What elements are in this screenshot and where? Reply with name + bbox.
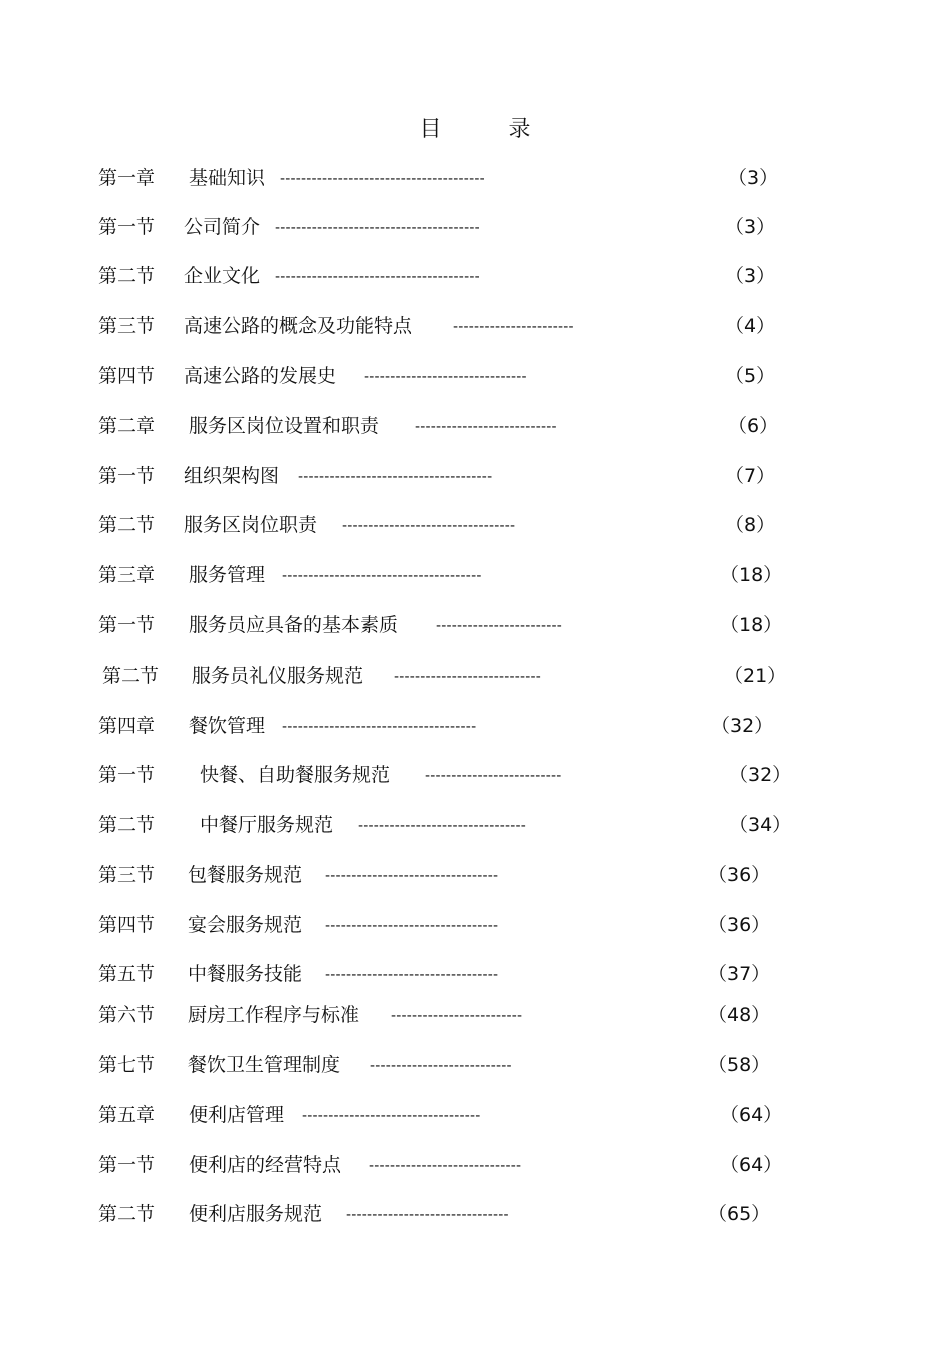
toc-entry-page: （32） xyxy=(729,764,792,786)
toc-entry-title: 中餐厅服务规范 xyxy=(200,814,334,836)
toc-entry-number: 第三节 xyxy=(98,864,156,886)
toc-entry xyxy=(0,761,950,789)
toc-entry-leader: ------------------------------------- xyxy=(282,719,477,735)
toc-entry-page: （36） xyxy=(708,914,771,936)
toc-entry xyxy=(0,712,950,740)
toc-entry-number: 第一节 xyxy=(98,764,156,786)
toc-entry xyxy=(0,861,950,889)
toc-entry-leader: --------------------------------------- xyxy=(275,220,480,236)
toc-entry-title: 基础知识 xyxy=(189,167,266,189)
toc-entry-page: （6） xyxy=(728,415,779,437)
toc-entry xyxy=(0,911,950,939)
toc-entry-page: （64） xyxy=(720,1154,783,1176)
toc-entry-number: 第四节 xyxy=(98,914,156,936)
toc-entry-title: 服务管理 xyxy=(189,564,266,586)
toc-entry xyxy=(0,511,950,539)
toc-entry-title: 宴会服务规范 xyxy=(188,914,303,936)
toc-entry-leader: ----------------------- xyxy=(453,319,574,335)
toc-entry-page: （3） xyxy=(725,216,776,238)
toc-entry-number: 第二章 xyxy=(98,415,156,437)
toc-entry-page: （58） xyxy=(708,1054,771,1076)
toc-entry xyxy=(0,1101,950,1129)
toc-entry xyxy=(0,1001,950,1029)
toc-entry-leader: --------------------------------- xyxy=(325,918,499,934)
toc-entry-number: 第一节 xyxy=(98,465,156,487)
toc-entry xyxy=(0,262,950,290)
toc-entry-leader: -------------------------------- xyxy=(358,818,527,834)
toc-entry-page: （3） xyxy=(728,167,779,189)
toc-entry-page: （34） xyxy=(729,814,792,836)
toc-entry-number: 第四章 xyxy=(98,715,156,737)
toc-entry xyxy=(0,1151,950,1179)
toc-entry-leader: ----------------------------- xyxy=(369,1158,522,1174)
toc-entry-title: 公司简介 xyxy=(184,216,261,238)
toc-entry-number: 第二节 xyxy=(102,665,160,687)
toc-entry-number: 第五章 xyxy=(98,1104,156,1126)
toc-entry-leader: -------------------------------------- xyxy=(282,568,482,584)
toc-entry xyxy=(0,1051,950,1079)
toc-entry-title: 高速公路的概念及功能特点 xyxy=(184,315,413,337)
toc-entry xyxy=(0,611,950,639)
toc-title: 目 录 xyxy=(419,117,561,142)
toc-entry-page: （5） xyxy=(725,365,776,387)
toc-entry-leader: ------------------------------- xyxy=(346,1207,509,1223)
toc-entry xyxy=(0,362,950,390)
toc-entry-number: 第七节 xyxy=(98,1054,156,1076)
toc-entry xyxy=(0,164,950,192)
toc-entry-page: （18） xyxy=(720,614,783,636)
toc-entry-title: 餐饮卫生管理制度 xyxy=(188,1054,341,1076)
toc-entry-title: 包餐服务规范 xyxy=(188,864,303,886)
toc-entry-leader: -------------------------- xyxy=(425,768,562,784)
toc-entry-number: 第一节 xyxy=(98,216,156,238)
toc-entry-page: （48） xyxy=(708,1004,771,1026)
toc-entry-leader: --------------------------------------- xyxy=(280,171,485,187)
toc-entry-number: 第一章 xyxy=(98,167,156,189)
toc-entry-title: 服务员礼仪服务规范 xyxy=(192,665,364,687)
toc-entry-title: 餐饮管理 xyxy=(189,715,266,737)
toc-entry-number: 第六节 xyxy=(98,1004,156,1026)
toc-entry-leader: ------------------------ xyxy=(436,618,563,634)
toc-entry-title: 企业文化 xyxy=(184,265,261,287)
toc-entry-leader: --------------------------- xyxy=(415,419,557,435)
toc-entry-title: 中餐服务技能 xyxy=(188,963,303,985)
toc-entry-title: 便利店服务规范 xyxy=(189,1203,323,1225)
toc-entry-page: （4） xyxy=(725,315,776,337)
toc-entry-title: 服务区岗位设置和职责 xyxy=(189,415,380,437)
toc-entry-number: 第一节 xyxy=(98,614,156,636)
toc-entry-page: （32） xyxy=(711,715,774,737)
toc-entry-number: 第三章 xyxy=(98,564,156,586)
toc-entry-number: 第二节 xyxy=(98,265,156,287)
toc-entry xyxy=(0,312,950,340)
toc-entry xyxy=(0,662,950,690)
toc-entry-leader: ------------------------------------- xyxy=(298,469,493,485)
toc-entry-title: 便利店的经营特点 xyxy=(189,1154,342,1176)
toc-entry-page: （7） xyxy=(725,465,776,487)
toc-entry xyxy=(0,412,950,440)
toc-entry-number: 第二节 xyxy=(98,514,156,536)
toc-entry-number: 第二节 xyxy=(98,814,156,836)
toc-entry-leader: ---------------------------------- xyxy=(302,1108,481,1124)
toc-entry-number: 第五节 xyxy=(98,963,156,985)
toc-entry-page: （37） xyxy=(708,963,771,985)
toc-entry-leader: --------------------------- xyxy=(370,1058,512,1074)
toc-entry-title: 服务区岗位职责 xyxy=(184,514,318,536)
toc-entry-leader: ------------------------------- xyxy=(364,369,527,385)
toc-entry xyxy=(0,811,950,839)
toc-entry-title: 高速公路的发展史 xyxy=(184,365,337,387)
toc-entry-page: （21） xyxy=(724,665,787,687)
toc-entry-page: （18） xyxy=(720,564,783,586)
toc-entry-page: （65） xyxy=(708,1203,771,1225)
toc-entry-title: 服务员应具备的基本素质 xyxy=(189,614,399,636)
toc-entry-page: （3） xyxy=(725,265,776,287)
toc-entry-leader: ------------------------- xyxy=(391,1008,523,1024)
toc-entry xyxy=(0,561,950,589)
toc-entry-leader: ---------------------------- xyxy=(394,669,542,685)
toc-entry-title: 快餐、自助餐服务规范 xyxy=(200,764,391,786)
toc-entry xyxy=(0,960,950,988)
toc-entry-leader: --------------------------------- xyxy=(325,868,499,884)
toc-entry-number: 第三节 xyxy=(98,315,156,337)
toc-entry-number: 第二节 xyxy=(98,1203,156,1225)
toc-entry-title: 厨房工作程序与标准 xyxy=(188,1004,360,1026)
toc-entry xyxy=(0,213,950,241)
toc-entry-title: 组织架构图 xyxy=(184,465,280,487)
toc-entry-leader: --------------------------------- xyxy=(342,518,516,534)
toc-entry-page: （36） xyxy=(708,864,771,886)
toc-entry-leader: --------------------------------------- xyxy=(275,269,480,285)
toc-entry-title: 便利店管理 xyxy=(189,1104,285,1126)
toc-entry-number: 第四节 xyxy=(98,365,156,387)
toc-entry xyxy=(0,462,950,490)
toc-entry-page: （64） xyxy=(720,1104,783,1126)
toc-entry-number: 第一节 xyxy=(98,1154,156,1176)
toc-entry-page: （8） xyxy=(725,514,776,536)
toc-entry xyxy=(0,1200,950,1228)
toc-entry-leader: --------------------------------- xyxy=(325,967,499,983)
